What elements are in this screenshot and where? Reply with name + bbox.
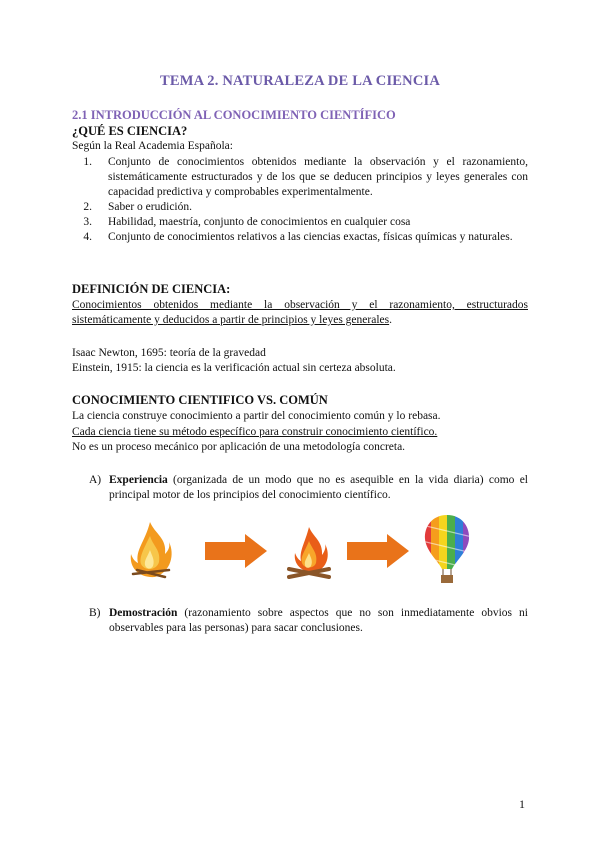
rae-intro: Según la Real Academia Española: [72,140,233,152]
list-text: Conjunto de conocimientos relativos a las ciencias exactas, físicas químicas y naturales. [108,231,513,243]
conocimiento-line2: Cada ciencia tiene su método específico para construir conocimiento científico. [72,426,438,438]
section-heading: 2.1 INTRODUCCIÓN AL CONOCIMIENTO CIENTÍFICO [72,108,396,122]
list-item [72,215,528,230]
item-b [89,606,528,636]
item-a-bold: Experiencia [109,474,168,486]
quote-einstein: Einstein, 1915: la ciencia es la verificación actual sin certeza absoluta. [72,362,396,374]
list-number: 3. [83,216,92,228]
definicion-period: . [389,314,392,326]
list-number: 1. [83,156,92,168]
definition-list [72,155,528,245]
page-title: TEMA 2. NATURALEZA DE LA CIENCIA [159,73,441,89]
list-number: 2. [83,201,92,213]
list-item [72,155,528,200]
quote-newton: Isaac Newton, 1695: teoría de la gravedad [72,347,266,359]
definicion-text [72,298,528,328]
arrow-right-icon [347,534,409,568]
item-b-bold: Demostración [109,607,178,619]
list-text: Conjunto de conocimientos obtenidos mediante la observación y el razonamiento, sistemáticamente estructurados y de los que se deducen principios y leyes generales con capacidad predictiva y comprobables experimentalmente. [108,156,528,198]
conocimiento-heading: CONOCIMIENTO CIENTIFICO VS. COMÚN [72,393,328,407]
fire-icon [125,520,175,580]
conocimiento-line3: No es un proceso mecánico por aplicación de una metodología concreta. [72,441,406,453]
item-a-letter: A) [89,474,102,486]
list-item [72,200,528,215]
list-number: 4. [83,231,92,243]
list-item [72,230,528,245]
page-number: 1 [519,797,525,811]
item-a-text: (organizada de un modo que no es asequible en la vida diaria) como el principal motor de los principios del conocimiento científico. [109,474,528,501]
list-text: Habilidad, maestría, conjunto de conocimientos en cualquier cosa [108,216,411,228]
campfire-icon [285,525,333,580]
definicion-heading: DEFINICIÓN DE CIENCIA: [72,282,231,296]
conocimiento-line1: La ciencia construye conocimiento a partir del conocimiento común y lo rebasa. [72,410,441,422]
arrow-right-icon [205,534,267,568]
hot-air-balloon-icon [422,513,472,585]
item-b-text: (razonamiento sobre aspectos que no son inmediatamente obvios ni observables para las personas) para sacar conclusiones. [109,607,528,634]
item-a [89,473,528,503]
list-text: Saber o erudición. [108,201,192,213]
que-es-heading: ¿QUÉ ES CIENCIA? [72,124,188,138]
definicion-underlined: Conocimientos obtenidos mediante la observación y el razonamiento, estructurados sistemáticamente y deducidos a partir de principios y leyes generales [72,299,528,326]
item-b-letter: B) [89,607,101,619]
